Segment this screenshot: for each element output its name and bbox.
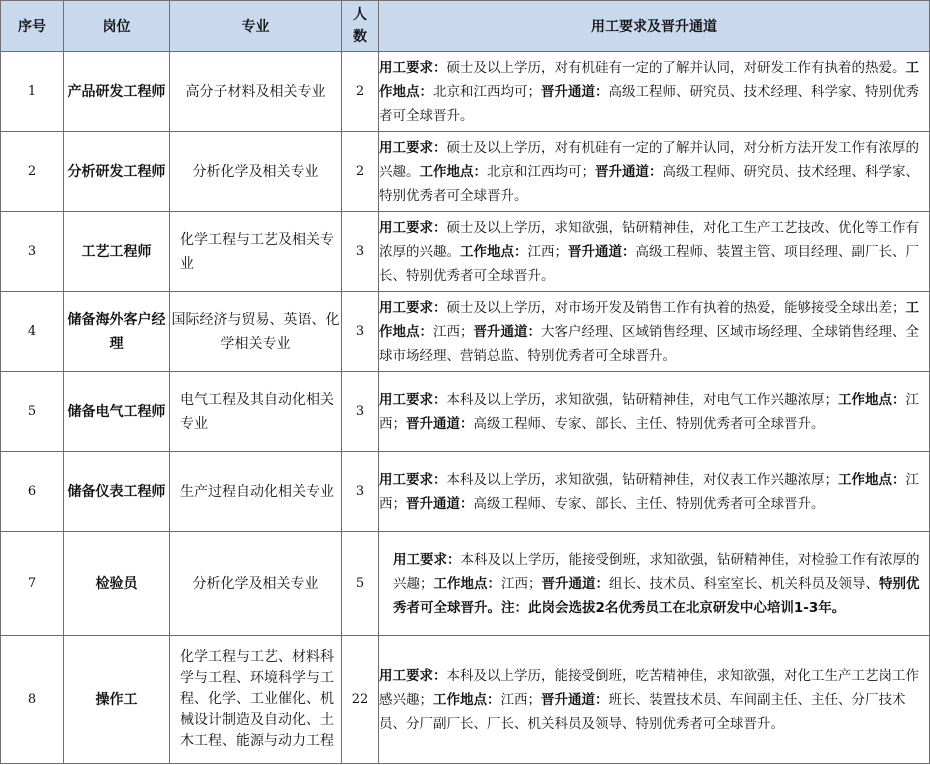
req-text: 硕士及以上学历，对有机硅有一定的了解并认同，对研发工作有执着的热爱。 — [446, 59, 906, 76]
row-major: 国际经济与贸易、英语、化学相关专业 — [170, 292, 342, 372]
promo-label: 晋升通道： — [541, 83, 609, 100]
header-count — [342, 1, 379, 52]
row-count: 22 — [342, 636, 379, 764]
row-major: 化学工程与工艺及相关专业 — [170, 212, 342, 292]
row-index: 7 — [1, 532, 64, 636]
row-position: 储备电气工程师 — [64, 372, 170, 452]
loc-label: 工作地点： — [379, 299, 919, 340]
header-count-label: 人数 — [353, 7, 367, 45]
row-description — [379, 636, 930, 764]
req-text: 硕士及以上学历，对有机硅有一定的了解并认同，对分析方法开发工作有浓厚的兴趣。 — [379, 139, 919, 180]
loc-label: 工作地点： — [379, 59, 919, 100]
row-index: 8 — [1, 636, 64, 764]
row-index: 5 — [1, 372, 64, 452]
row-position: 分析研发工程师 — [64, 132, 170, 212]
req-text: 硕士及以上学历，求知欲强，钻研精神佳，对化工生产工艺技改、优化等工作有浓厚的兴趣。 — [379, 219, 919, 260]
promo-text: 高级工程师、装置主管、项目经理、副厂长、厂长、特别优秀者可全球晋升。 — [379, 243, 919, 284]
loc-text: 江西； — [433, 323, 474, 340]
row-position: 操作工 — [64, 636, 170, 764]
row-index: 1 — [1, 52, 64, 132]
req-text: 本科及以上学历，能接受倒班，吃苦精神佳，求知欲强，对化工生产工艺岗工作感兴趣； — [379, 667, 919, 708]
note-text: 特别优秀者可全球晋升。注：此岗会选拔2名优秀员工在北京研发中心培训1-3年。 — [393, 575, 920, 616]
table-row — [1, 452, 930, 532]
row-major: 电气工程及其自动化相关专业 — [170, 372, 342, 452]
promo-label: 晋升通道： — [406, 415, 474, 432]
req-label: 用工要求： — [379, 59, 447, 76]
promo-label: 晋升通道： — [473, 323, 541, 340]
row-count: 3 — [342, 212, 379, 292]
row-description — [379, 452, 930, 532]
row-position: 储备海外客户经理 — [64, 292, 170, 372]
row-major: 化学工程与工艺、材料科学与工程、环境科学与工程、化学、工业催化、机械设计制造及自动化、土木工程、能源与动力工程 — [170, 636, 342, 764]
row-description — [379, 372, 930, 452]
req-label: 用工要求： — [379, 219, 447, 236]
promo-label: 晋升通道： — [568, 243, 636, 260]
req-text: 本科及以上学历，求知欲强，钻研精神佳，对仪表工作兴趣浓厚； — [446, 471, 838, 488]
promo-text: 大客户经理、区域销售经理、区域市场经理、全球销售经理、全球市场经理、营销总监、特别优秀者可全球晋升。 — [379, 323, 919, 364]
req-text: 硕士及以上学历，对市场开发及销售工作有执着的热爱，能够接受全球出差； — [446, 299, 906, 316]
loc-text: 江西； — [379, 391, 919, 432]
promo-text: 高级工程师、专家、部长、主任、特别优秀者可全球晋升。 — [473, 495, 825, 512]
row-major: 分析化学及相关专业 — [170, 532, 342, 636]
req-label: 用工要求： — [379, 139, 447, 156]
row-index: 2 — [1, 132, 64, 212]
header-major: 专业 — [170, 1, 342, 52]
req-label: 用工要求： — [393, 551, 461, 568]
row-description — [379, 132, 930, 212]
row-count: 5 — [342, 532, 379, 636]
row-position: 工艺工程师 — [64, 212, 170, 292]
row-position: 产品研发工程师 — [64, 52, 170, 132]
promo-text: 班长、装置技术员、车间副主任、主任、分厂技术员、分厂副厂长、厂长、机关科员及领导、特别优秀者可全球晋升。 — [379, 691, 906, 732]
req-text: 本科及以上学历，求知欲强，钻研精神佳，对电气工作兴趣浓厚； — [446, 391, 838, 408]
loc-text: 江西； — [379, 471, 919, 512]
row-position: 储备仪表工程师 — [64, 452, 170, 532]
table-row — [1, 132, 930, 212]
promo-text: 高级工程师、研究员、技术经理、科学家、特别优秀者可全球晋升。 — [379, 83, 919, 124]
row-index: 3 — [1, 212, 64, 292]
req-label: 用工要求： — [379, 667, 447, 684]
header-index: 序号 — [1, 1, 64, 52]
header-row — [1, 1, 930, 52]
loc-text: 北京和江西均可； — [433, 83, 541, 100]
header-position: 岗位 — [64, 1, 170, 52]
row-index: 4 — [1, 292, 64, 372]
loc-label: 工作地点： — [460, 243, 528, 260]
row-position: 检验员 — [64, 532, 170, 636]
loc-label: 工作地点： — [838, 471, 906, 488]
table-row — [1, 212, 930, 292]
loc-text: 江西； — [527, 243, 568, 260]
row-index: 6 — [1, 452, 64, 532]
loc-text: 北京和江西均可； — [487, 163, 595, 180]
promo-text: 高级工程师、专家、部长、主任、特别优秀者可全球晋升。 — [473, 415, 825, 432]
promo-text: 高级工程师、研究员、技术经理、科学家、特别优秀者可全球晋升。 — [379, 163, 919, 204]
loc-label: 工作地点： — [433, 691, 501, 708]
table-row — [1, 292, 930, 372]
promo-text: 组长、技术员、科室室长、机关科员及领导、 — [609, 575, 879, 592]
row-count: 2 — [342, 52, 379, 132]
table-row — [1, 52, 930, 132]
row-description — [379, 212, 930, 292]
row-count: 3 — [342, 372, 379, 452]
row-description — [379, 532, 930, 636]
row-description — [379, 292, 930, 372]
promo-label: 晋升通道： — [541, 575, 609, 592]
promo-label: 晋升通道： — [406, 495, 474, 512]
row-major: 高分子材料及相关专业 — [170, 52, 342, 132]
loc-label: 工作地点： — [419, 163, 487, 180]
req-label: 用工要求： — [379, 471, 447, 488]
loc-label: 工作地点： — [433, 575, 501, 592]
table-row — [1, 372, 930, 452]
loc-text: 江西； — [501, 575, 542, 592]
promo-label: 晋升通道： — [595, 163, 663, 180]
loc-text: 江西； — [500, 691, 541, 708]
loc-label: 工作地点： — [838, 391, 906, 408]
row-description — [379, 52, 930, 132]
row-major: 分析化学及相关专业 — [170, 132, 342, 212]
req-label: 用工要求： — [379, 391, 447, 408]
row-major: 生产过程自动化相关专业 — [170, 452, 342, 532]
row-count: 3 — [342, 292, 379, 372]
row-count: 3 — [342, 452, 379, 532]
header-description: 用工要求及晋升通道 — [379, 1, 930, 52]
req-text: 本科及以上学历，能接受倒班，求知欲强，钻研精神佳，对检验工作有浓厚的兴趣； — [393, 551, 920, 592]
table-row — [1, 532, 930, 636]
table-row — [1, 636, 930, 764]
req-label: 用工要求： — [379, 299, 447, 316]
promo-label: 晋升通道： — [541, 691, 609, 708]
row-count: 2 — [342, 132, 379, 212]
